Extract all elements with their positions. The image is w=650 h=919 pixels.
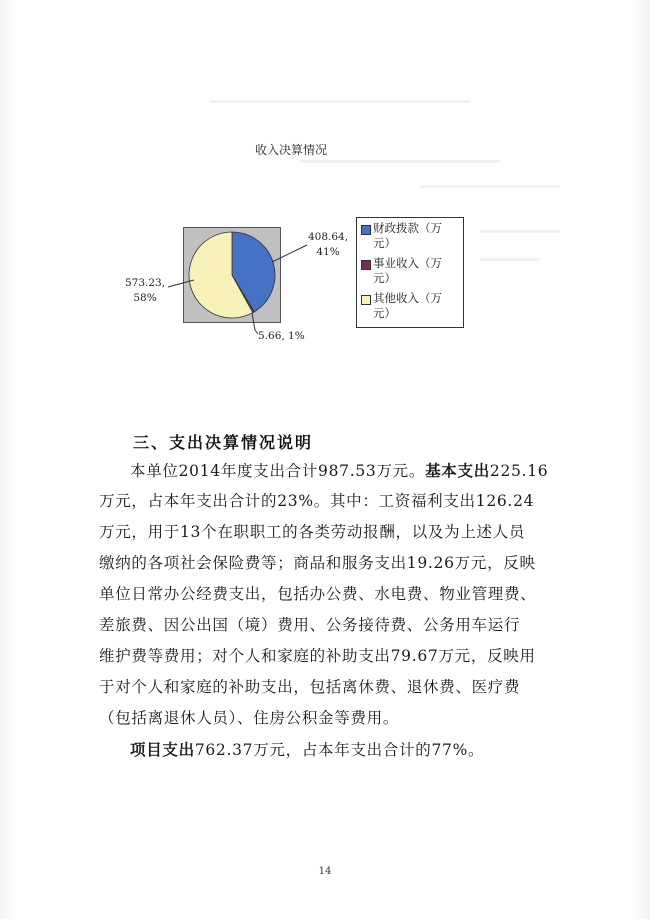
slice-label-other-value: 573.23, [124,277,166,289]
basic-expenditure-label: 基本支出 [425,461,490,480]
legend-label-line1: 其他收入（万 [373,291,442,305]
legend-text-business [373,256,463,286]
legend-text-other [373,291,463,321]
body-paragraph-1 [99,455,559,734]
body-paragraph-2 [99,734,559,765]
legend-swatch-other [361,295,371,305]
paragraph-line: 于对个人和家庭的补助支出，包括离休费、退休费、医疗费 [99,678,521,696]
legend-label-line2: 元） [373,236,396,250]
paragraph-line: 万元，占本年支出合计的23%。其中：工资福利支出126.24 [99,492,535,510]
paragraph-line: 单位日常办公经费支出，包括办公费、水电费、物业管理费、 [99,585,537,603]
section-heading: 三、支出决算情况说明 [133,433,314,452]
paragraph-line [99,734,559,765]
legend-label-line2: 元） [373,306,396,320]
paragraph-line: 缴纳的各项社会保险费等；商品和服务支出19.26万元，反映 [99,554,536,572]
paragraph-text: 本单位2014年度支出合计987.53万元。 [130,462,426,480]
paragraph-text: 762.37万元，占本年支出合计的77%。 [194,741,485,759]
slice-label-fiscal-value: 408.64, [307,231,349,243]
paragraph-line: （包括离退休人员）、住房公积金等费用。 [99,709,400,727]
leader-line-fiscal [272,245,307,262]
legend-label-line1: 事业收入（万 [373,256,442,270]
legend-swatch-business [361,260,371,270]
project-expenditure-label: 项目支出 [130,740,195,759]
slice-label-fiscal [303,230,353,260]
paragraph-line: 差旅费、因公出国（境）费用、公务接待费、公务用车运行 [99,616,521,634]
slice-label-other [120,276,170,306]
slice-label-fiscal-percent: 41% [316,246,340,258]
page-number: 14 [318,866,332,877]
paragraph-text: 225.16 [489,462,549,480]
legend-swatch-fiscal [361,225,371,235]
legend-text-fiscal [373,221,463,251]
chart-legend [356,217,464,328]
slice-label-business: 5.66, 1% [258,330,305,342]
slice-label-other-percent: 58% [133,292,157,304]
paragraph-line: 万元，用于13个在职职工的各类劳动报酬，以及为上述人员 [99,523,526,541]
legend-label-line1: 财政拨款（万 [373,221,442,235]
paragraph-line: 维护费等费用；对个人和家庭的补助支出79.67万元，反映用 [99,647,536,665]
leader-lines [0,0,650,400]
legend-label-line2: 元） [373,271,396,285]
leader-line-other [168,280,194,287]
paragraph-line [99,455,559,486]
chart-title: 收入决算情况 [255,143,328,157]
